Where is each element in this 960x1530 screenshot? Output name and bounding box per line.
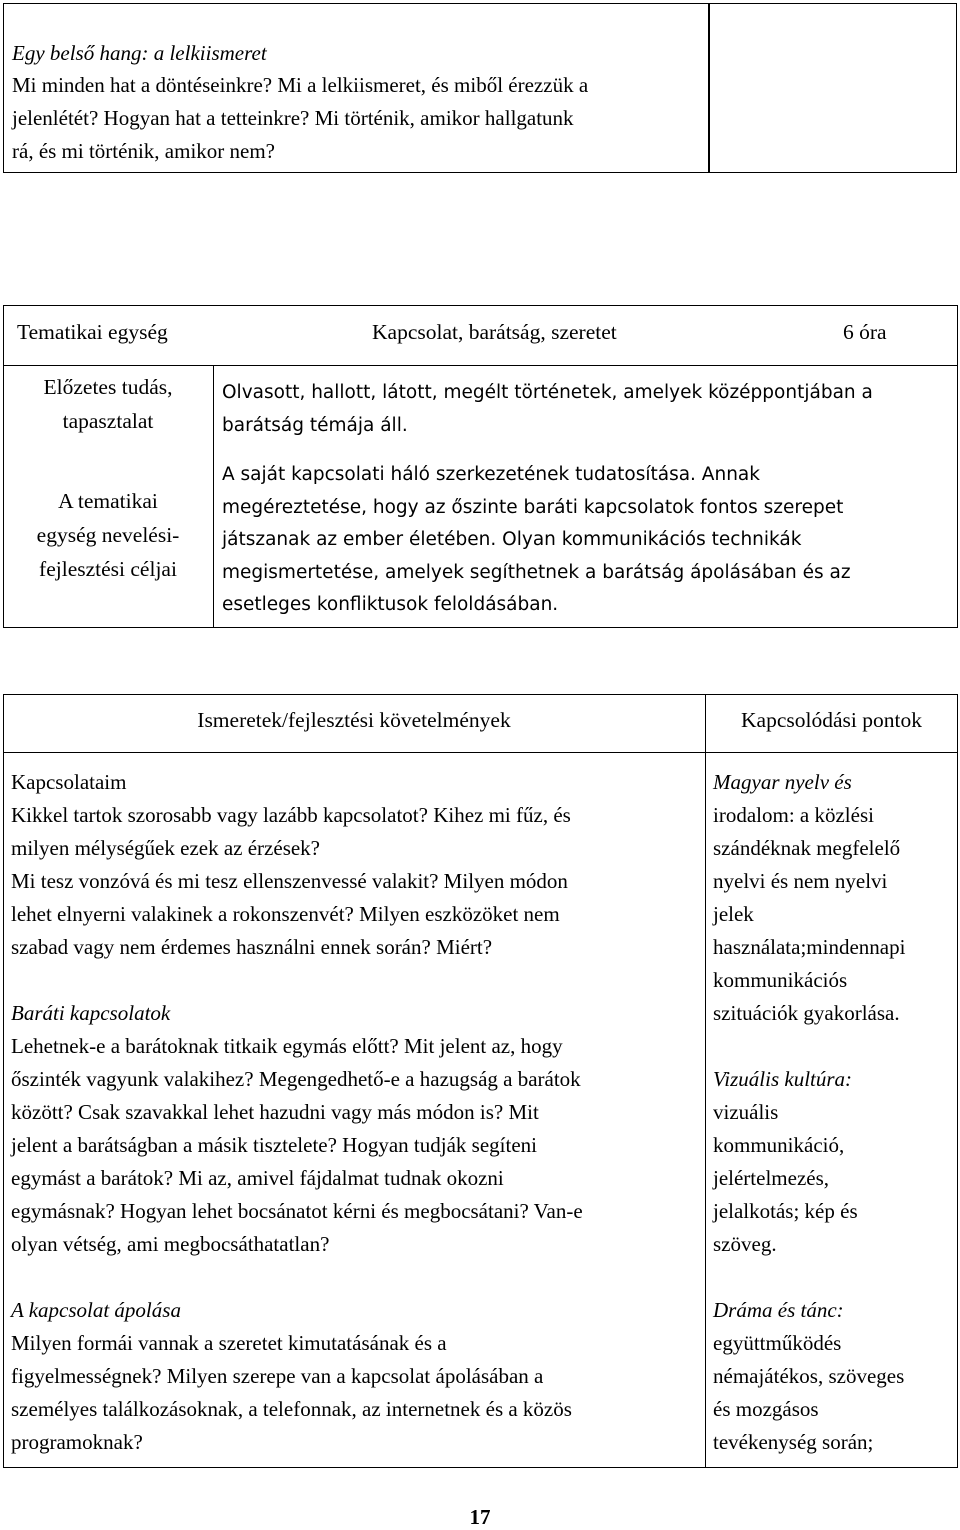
intro-title: Egy belső hang: a lelkiismeret	[12, 41, 267, 65]
link-title-vizualis: Vizuális kultúra:	[713, 1067, 853, 1091]
requirements-col1-header: Ismeretek/fejlesztési követelmények	[197, 708, 511, 732]
prior-knowledge-text: Olvasott, hallott, látott, megélt történetek, amelyek középpontjában a barátság témája áll.	[222, 382, 873, 436]
page-number: 17	[469, 1505, 491, 1529]
links-content: Magyar nyelv és irodalom: a közlési szándéknak megfelelő nyelvi és nem nyelvi jelek használata;mindennapi kommunikációs szituációk gyakorlása. Vizuális kultúra: vizuális kommunikáció, jelértelmezés, jelalkotás; kép és szöveg. Dráma és tánc: együttműködés némajátékos, szöveges és mozgásos tevékenység során;	[713, 766, 956, 1459]
requirements-col2-header: Kapcsolódási pontok	[741, 708, 922, 732]
requirements-content: Kapcsolataim Kikkel tartok szorosabb vagy lazább kapcsolatot? Kihez mi fűz, és milyen mélységűek ezek az érzések? Mi tesz vonzóvá és mi tesz ellenszenvessé valakit? Milyen módon lehet elnyerni valakinek a rokonszenvét? Milyen eszközöket nem szabad vagy nem érdemes használni ennek során? Miért? Baráti kapcsolatok Lehetnek-e a barátoknak titkaik egymás előtt? Mit jelent az, hogy őszinték vagyunk valakihez? Megengedhető-e a hazugság a barátok között? Csak szavakkal lehet hazudni vagy más módon is? Mit jelent a barátságban a másik tisztelete? Hogyan tudják segíteni egymást a barátok? Mi az, amivel fájdalmat tudnak okozni egymásnak? Hogyan lehet bocsánatot kérni és megbocsátani? Van-e olyan vétség, ami megbocsáthatatlan? A kapcsolat ápolása Milyen formái vannak a szeretet kimutatásának és a figyelmességnek? Milyen szerepe van a kapcsolat ápolásában a személyes találkozásoknak, a telefonnak, az internetnek és a közös programoknak?	[11, 766, 703, 1459]
goals-text: A saját kapcsolati háló szerkezetének tudatosítása. Annak megéreztetése, hogy az őszinte baráti kapcsolatok fontos szerepet játszanak az ember életében. Olyan kommunikációs technikák megismertetése, amelyek segíthetnek a barátság ápolásában és az esetleges konfliktusok feloldásában.	[222, 464, 851, 615]
section-title-barati-kapcsolatok: Baráti kapcsolatok	[11, 1001, 171, 1025]
unit-hours: 6 óra	[843, 320, 887, 344]
intro-line: rá, és mi történik, amikor nem?	[12, 139, 276, 163]
section-title-kapcsolataim: Kapcsolataim	[11, 770, 127, 794]
section-title-kapcsolat-apolasa: A kapcsolat ápolása	[11, 1298, 181, 1322]
link-title-drama: Dráma és tánc:	[713, 1298, 844, 1322]
unit-table-col-divider	[213, 365, 214, 628]
unit-label: Tematikai egység	[17, 320, 168, 344]
intro-box-empty-cell	[708, 3, 957, 173]
requirements-header-divider	[3, 752, 958, 753]
link-title-magyar: Magyar nyelv és	[713, 770, 852, 794]
prior-knowledge-label: Előzetes tudás, tapasztalat	[43, 375, 173, 433]
goals-label: A tematikai egység nevelési- fejlesztési céljai	[36, 489, 180, 581]
intro-line: jelenlétét? Hogyan hat a tetteinkre? Mi történik, amikor hallgatunk	[12, 106, 574, 130]
requirements-col-divider	[705, 694, 706, 1468]
unit-table-divider	[3, 365, 958, 366]
intro-text	[12, 37, 712, 168]
unit-title: Kapcsolat, barátság, szeretet	[372, 320, 617, 344]
intro-line: Mi minden hat a döntéseinkre? Mi a lelkiismeret, és miből érezzük a	[12, 73, 589, 97]
